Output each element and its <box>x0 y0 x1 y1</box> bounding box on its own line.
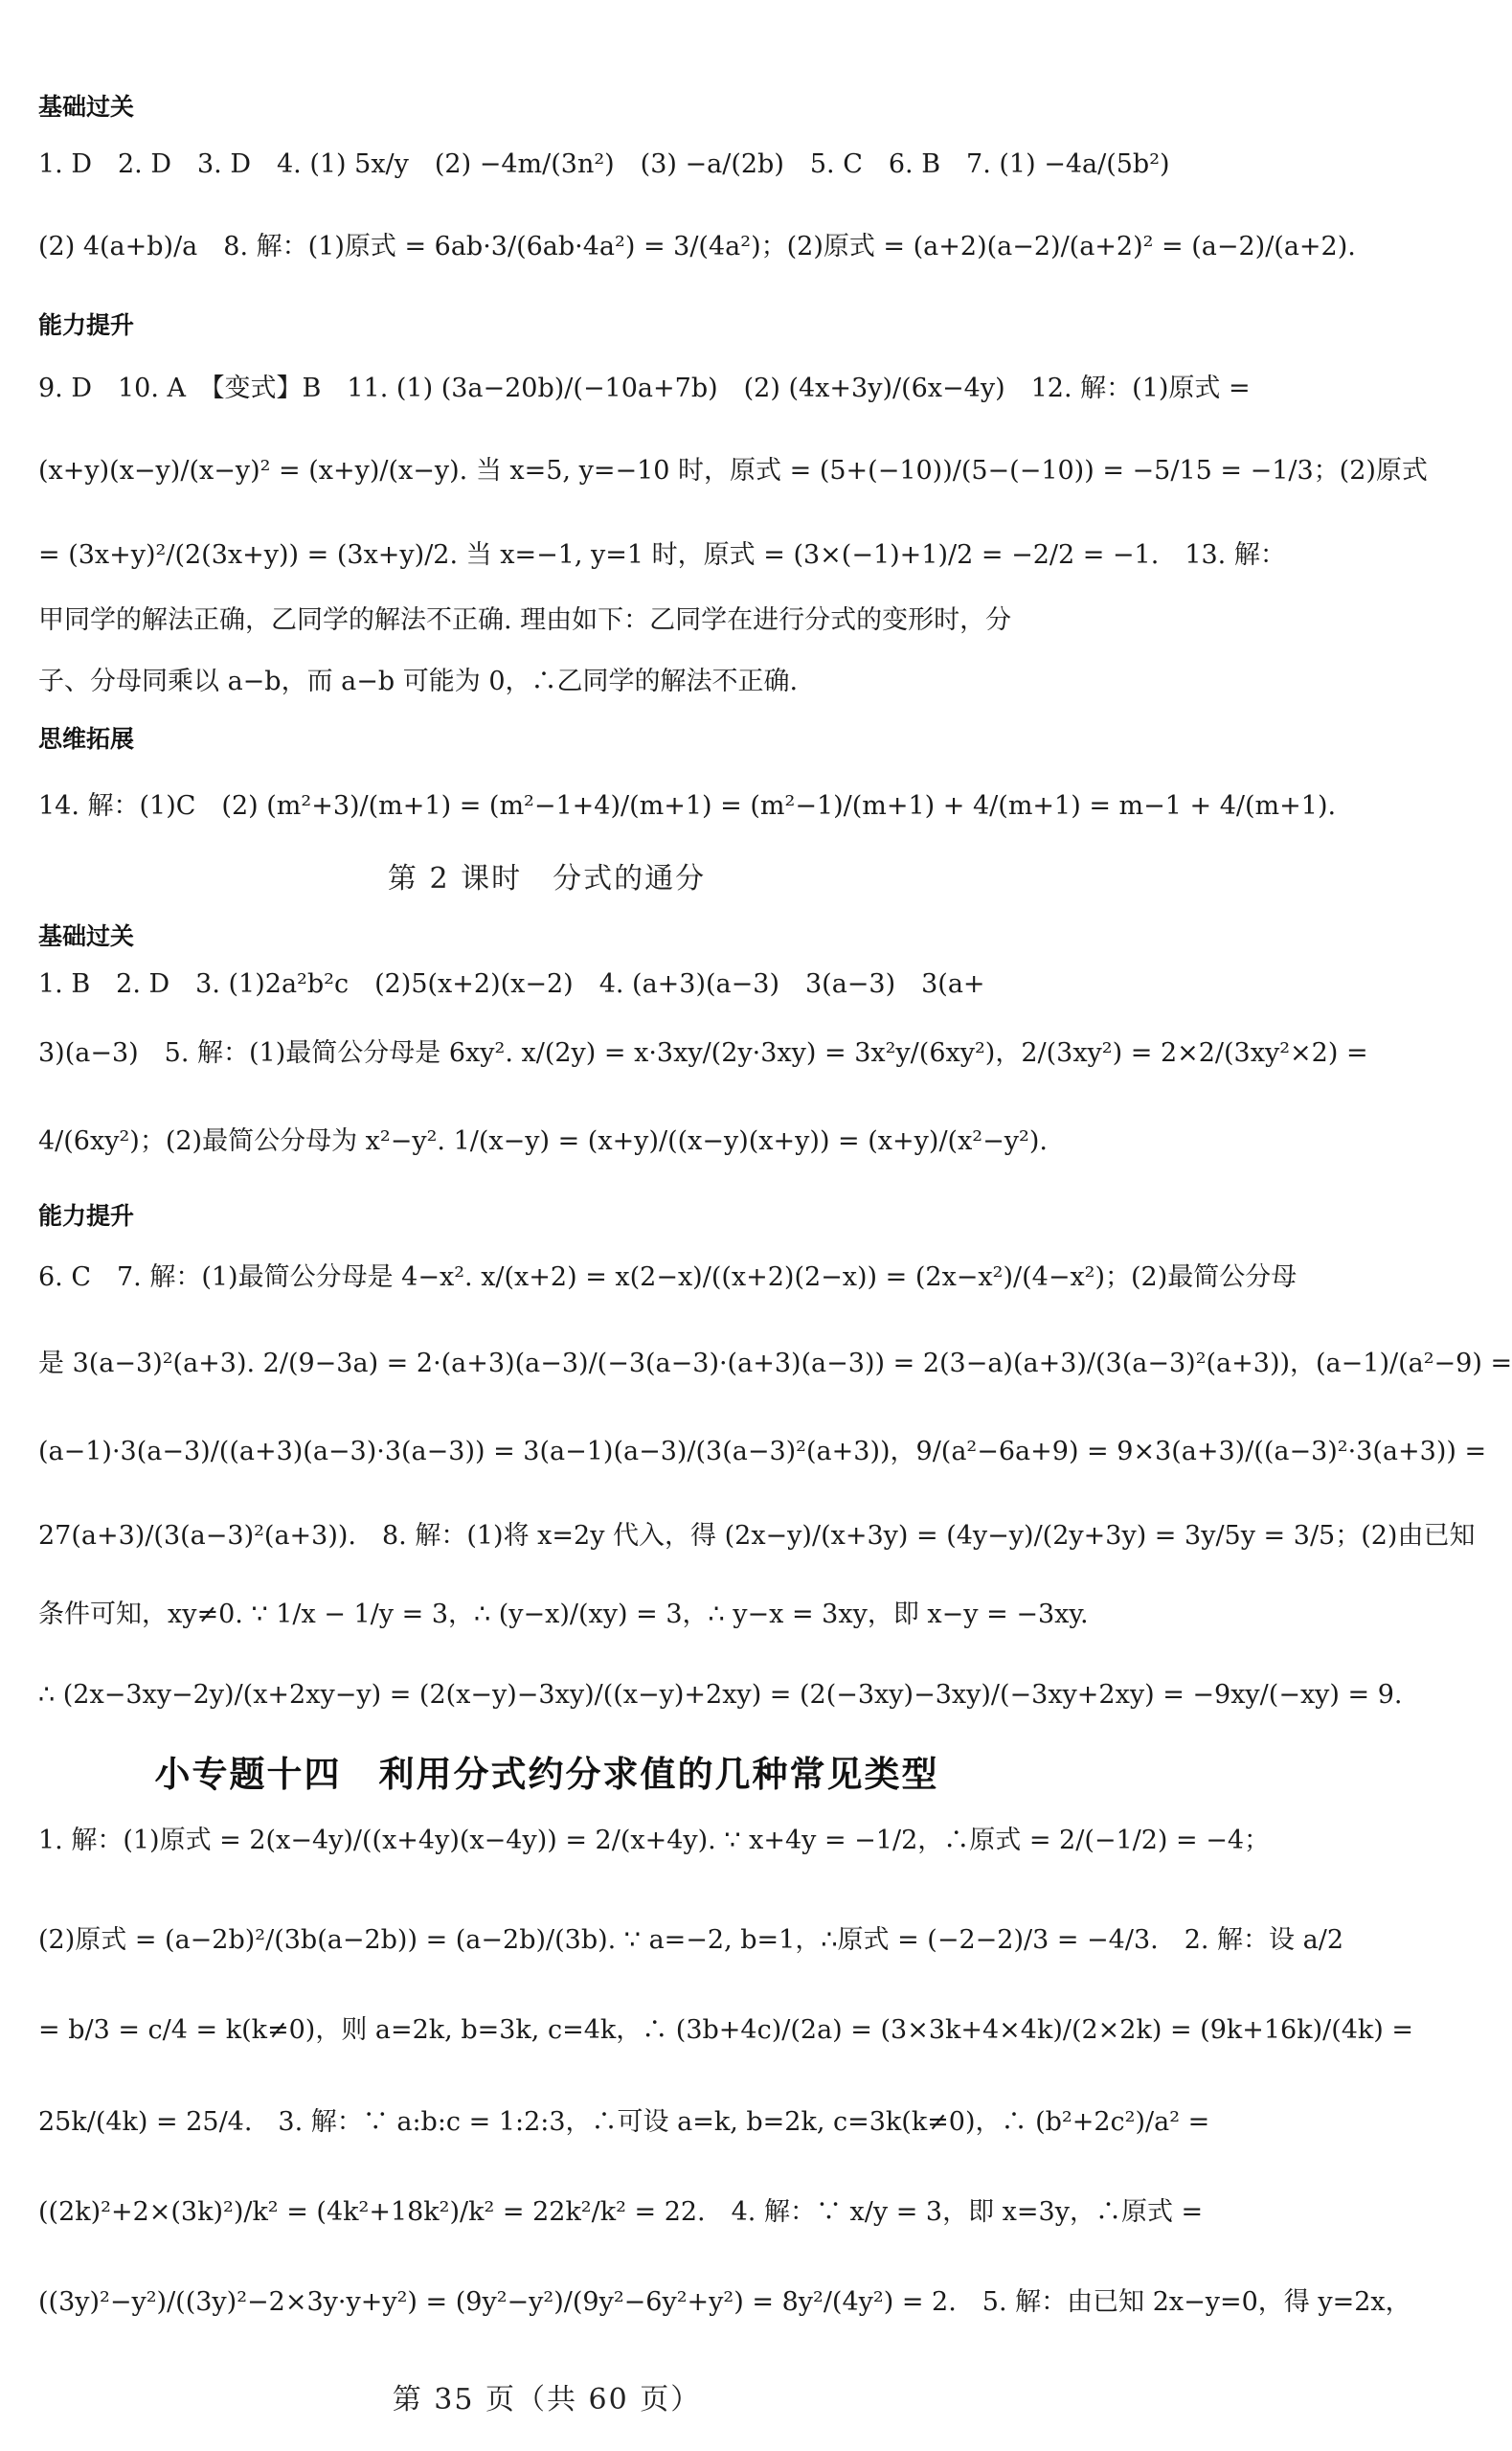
answer-line: 4/(6xy²)；(2)最简公分母为 x²−y². 1/(x−y) = (x+y)/((x−y)(x+y)) = (x+y)/(x²−y²). <box>38 1126 1048 1156</box>
lesson-title: 第 2 课时 分式的通分 <box>387 862 707 896</box>
answer-line: ((3y)²−y²)/((3y)²−2×3y·y+y²) = (9y²−y²)/(9y²−6y²+y²) = 8y²/(4y²) = 2. 5. 解：由已知 2x−y=0，得 y=2x， <box>38 2287 1411 2317</box>
section-heading-basic: 基础过关 <box>38 922 135 950</box>
answer-line: 1. B 2. D 3. (1)2a²b²c (2)5(x+2)(x−2) 4. (a+3)(a−3) 3(a−3) 3(a+ <box>38 969 985 999</box>
answer-line: = b/3 = c/4 = k(k≠0)，则 a=2k, b=3k, c=4k，∴ (3b+4c)/(2a) = (3×3k+4×4k)/(2×2k) = (9k+16k)/(4k) = <box>38 2015 1414 2045</box>
answer-line: 1. D 2. D 3. D 4. (1) 5x/y (2) −4m/(3n²) (3) −a/(2b) 5. C 6. B 7. (1) −4a/(5b²) <box>38 149 1170 179</box>
section-heading-thinking: 思维拓展 <box>38 725 135 753</box>
page-number: 第 35 页（共 60 页） <box>392 2383 702 2417</box>
answer-line: (2)原式 = (a−2b)²/(3b(a−2b)) = (a−2b)/(3b). ∵ a=−2, b=1，∴原式 = (−2−2)/3 = −4/3. 2. 解：设 a/2 <box>38 1925 1343 1955</box>
answer-line: 子、分母同乘以 a−b，而 a−b 可能为 0，∴乙同学的解法不正确. <box>38 667 799 696</box>
answer-line: 1. 解：(1)原式 = 2(x−4y)/((x+4y)(x−4y)) = 2/(x+4y). ∵ x+4y = −1/2，∴原式 = 2/(−1/2) = −4； <box>38 1826 1271 1855</box>
answer-line: 条件可知，xy≠0. ∵ 1/x − 1/y = 3，∴ (y−x)/(xy) = 3，∴ y−x = 3xy，即 x−y = −3xy. <box>38 1600 1089 1629</box>
answer-line: 6. C 7. 解：(1)最简公分母是 4−x². x/(x+2) = x(2−x)/((x+2)(2−x)) = (2x−x²)/(4−x²)；(2)最简公分母 <box>38 1262 1298 1292</box>
answer-line: (2) 4(a+b)/a 8. 解：(1)原式 = 6ab·3/(6ab·4a²) = 3/(4a²)；(2)原式 = (a+2)(a−2)/(a+2)² = (a−2)/(a+2). <box>38 232 1356 261</box>
answer-line: ∴ (2x−3xy−2y)/(x+2xy−y) = (2(x−y)−3xy)/((x−y)+2xy) = (2(−3xy)−3xy)/(−3xy+2xy) = −9xy/(−xy) = 9. <box>38 1680 1403 1710</box>
answer-line: 是 3(a−3)²(a+3). 2/(9−3a) = 2·(a+3)(a−3)/(−3(a−3)·(a+3)(a−3)) = 2(3−a)(a+3)/(3(a−3)²(a+3))，(a−1)/(a²−9) = <box>38 1349 1512 1378</box>
answer-line: (x+y)(x−y)/(x−y)² = (x+y)/(x−y). 当 x=5, y=−10 时，原式 = (5+(−10))/(5−(−10)) = −5/15 = −1/3；(2)原式 <box>38 456 1428 486</box>
answer-line: (a−1)·3(a−3)/((a+3)(a−3)·3(a−3)) = 3(a−1)(a−3)/(3(a−3)²(a+3))，9/(a²−6a+9) = 9×3(a+3)/((a−3)²·3(a+3)) = <box>38 1437 1487 1466</box>
section-heading-ability: 能力提升 <box>38 311 135 339</box>
answer-line: 27(a+3)/(3(a−3)²(a+3)). 8. 解：(1)将 x=2y 代入，得 (2x−y)/(x+3y) = (4y−y)/(2y+3y) = 3y/5y = 3/5；(2)由已知 <box>38 1521 1476 1551</box>
section-heading-basic: 基础过关 <box>38 93 135 121</box>
answer-line: 甲同学的解法正确，乙同学的解法不正确. 理由如下：乙同学在进行分式的变形时，分 <box>38 605 1012 635</box>
answer-line: 14. 解：(1)C (2) (m²+3)/(m+1) = (m²−1+4)/(m+1) = (m²−1)/(m+1) + 4/(m+1) = m−1 + 4/(m+1). <box>38 791 1337 821</box>
answer-line: 3)(a−3) 5. 解：(1)最简公分母是 6xy². x/(2y) = x·3xy/(2y·3xy) = 3x²y/(6xy²)，2/(3xy²) = 2×2/(3xy²×2) = <box>38 1038 1368 1068</box>
topic-title: 小专题十四 利用分式约分求值的几种常见类型 <box>154 1754 939 1795</box>
answer-line: = (3x+y)²/(2(3x+y)) = (3x+y)/2. 当 x=−1, y=1 时，原式 = (3×(−1)+1)/2 = −2/2 = −1. 13. 解： <box>38 540 1286 570</box>
answer-line: 25k/(4k) = 25/4. 3. 解：∵ a:b:c = 1:2:3，∴可设 a=k, b=2k, c=3k(k≠0)，∴ (b²+2c²)/a² = <box>38 2107 1210 2137</box>
answer-line: 9. D 10. A 【变式】B 11. (1) (3a−20b)/(−10a+7b) (2) (4x+3y)/(6x−4y) 12. 解：(1)原式 = <box>38 374 1251 403</box>
section-heading-ability: 能力提升 <box>38 1202 135 1230</box>
answer-line: ((2k)²+2×(3k)²)/k² = (4k²+18k²)/k² = 22k²/k² = 22. 4. 解：∵ x/y = 3，即 x=3y，∴原式 = <box>38 2197 1204 2227</box>
